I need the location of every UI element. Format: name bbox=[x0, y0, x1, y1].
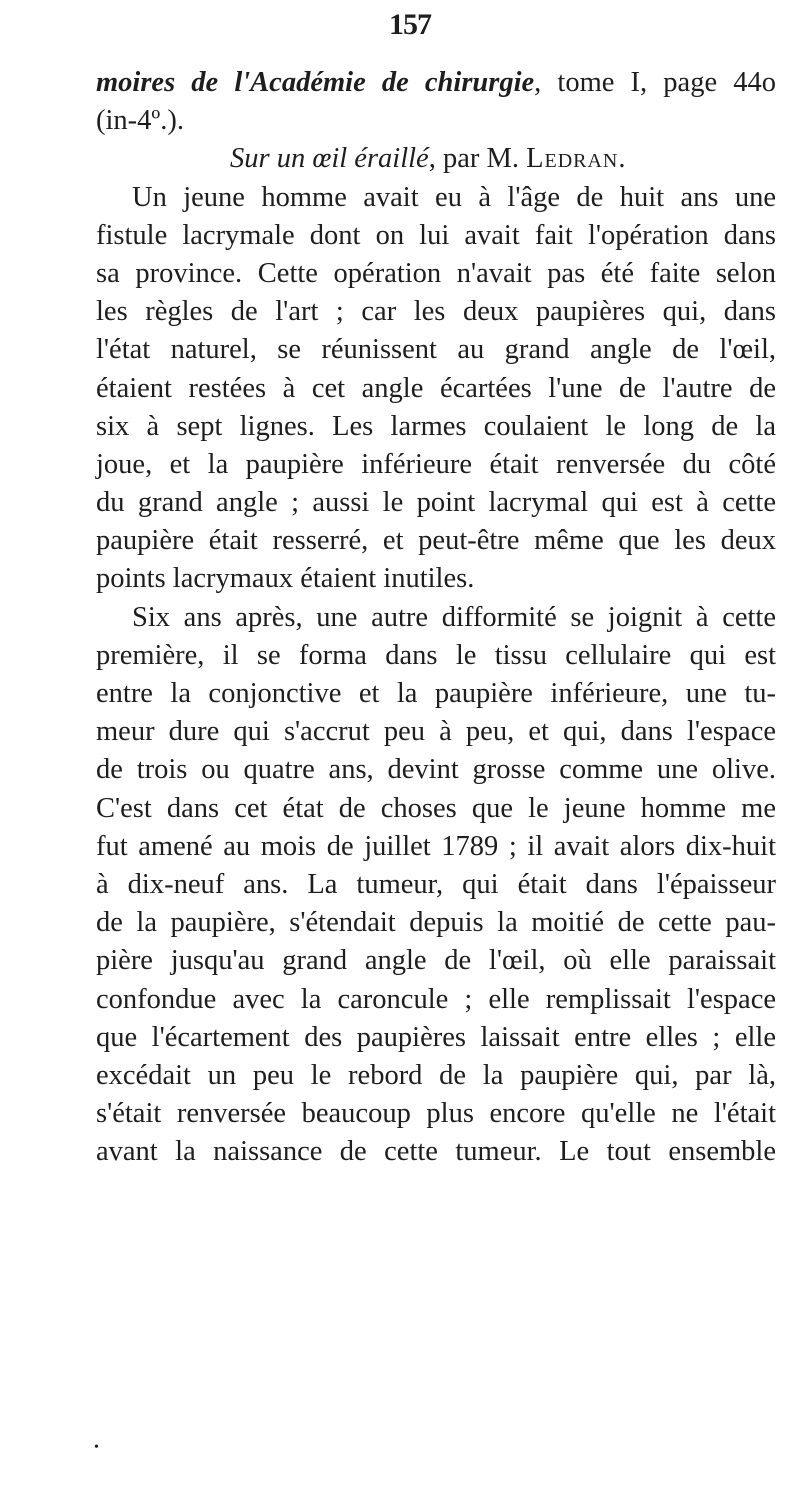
text-line: meur dure qui s'accrut peu à peu, et qui, dans l'espace bbox=[96, 716, 776, 748]
text-line: Un jeune homme avait eu à l'âge de huit ans une bbox=[132, 181, 776, 213]
format-note: (in-4º.). bbox=[96, 105, 184, 137]
text-line: six à sept lignes. Les larmes coulaient le long de la bbox=[96, 410, 776, 442]
text-line: entre la conjonctive et la paupière inférieure, une tu- bbox=[96, 678, 776, 709]
text-line: s'était renversée beaucoup plus encore qu'elle ne l'était bbox=[96, 1098, 776, 1130]
text-line: sa province. Cette opération n'avait pas été faite selon bbox=[96, 257, 776, 289]
text-line: avant la naissance de cette tumeur. Le tout ensemble bbox=[96, 1136, 776, 1168]
article-title-text: Sur un œil éraillé bbox=[230, 143, 429, 175]
text-line: première, il se forma dans le tissu cellulaire qui est bbox=[96, 639, 776, 671]
article-author: Ledran. bbox=[526, 143, 627, 175]
text-line: que l'écartement des paupières laissait entre elles ; elle bbox=[96, 1021, 776, 1053]
text-line: points lacrymaux étaient inutiles. bbox=[96, 563, 475, 595]
text-line: de la paupière, s'étendait depuis la moitié de cette pau- bbox=[96, 907, 776, 939]
source-reference: , tome I, page 44o bbox=[534, 67, 776, 98]
source-title: moires de l'Académie de chirurgie bbox=[96, 67, 535, 98]
text-line: les règles de l'art ; car les deux paupières qui, dans bbox=[96, 296, 776, 328]
text-line: confondue avec la caroncule ; elle remplissait l'espace bbox=[96, 983, 776, 1015]
text-line: fistule lacrymale dont on lui avait fait l'opération dans bbox=[96, 219, 776, 251]
text-line: du grand angle ; aussi le point lacrymal qui est à cette bbox=[96, 487, 776, 519]
text-line: pière jusqu'au grand angle de l'œil, où elle paraissait bbox=[96, 945, 776, 977]
text-line: étaient restées à cet angle écartées l'une de l'autre de bbox=[96, 372, 776, 404]
text-line: à dix-neuf ans. La tumeur, qui était dans l'épaisseur bbox=[96, 868, 776, 900]
text-line: Six ans après, une autre difformité se joignit à cette bbox=[132, 601, 776, 633]
text-line: de trois ou quatre ans, devint grosse comme une olive. bbox=[96, 754, 776, 786]
text-line: C'est dans cet état de choses que le jeune homme me bbox=[96, 792, 776, 824]
text-block bbox=[96, 64, 776, 1171]
page-number: 157 bbox=[389, 8, 431, 41]
text-line: paupière était resserré, et peut-être même que les deux bbox=[96, 525, 776, 557]
ink-speck: • bbox=[94, 1440, 99, 1455]
article-by: , par M. bbox=[428, 143, 527, 175]
continuation-line bbox=[96, 64, 776, 102]
text-line: excédait un peu le rebord de la paupière qui, par là, bbox=[96, 1059, 776, 1091]
text-line: fut amené au mois de juillet 1789 ; il avait alors dix-huit bbox=[96, 830, 776, 862]
article-title bbox=[96, 140, 776, 178]
text-line: l'état naturel, se réunissent au grand angle de l'œil, bbox=[96, 334, 776, 366]
text-line: joue, et la paupière inférieure était renversée du côté bbox=[96, 448, 776, 480]
